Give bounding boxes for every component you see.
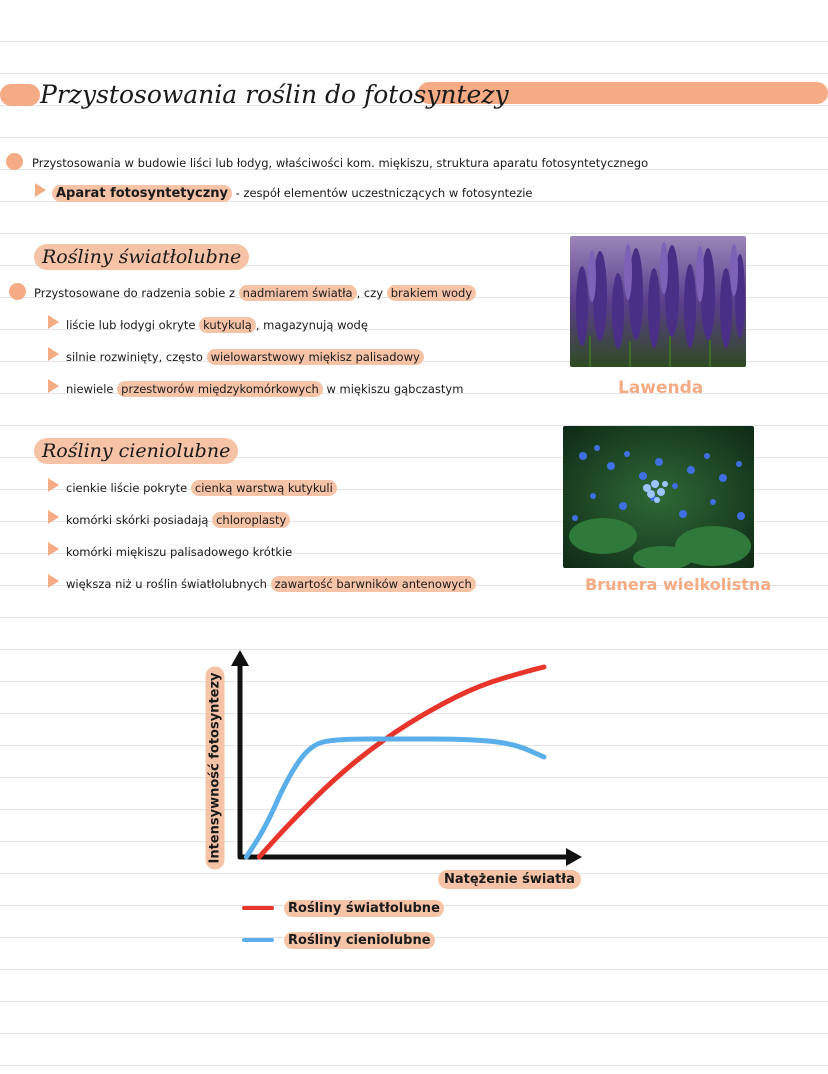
legend-label-light: Rośliny światłolubne bbox=[284, 900, 444, 917]
x-axis-label: Natężenie światła bbox=[438, 870, 581, 889]
shade-bullet-4-text: większa niż u roślin światłolubnych bbox=[66, 577, 267, 591]
y-axis-label: Intensywność fotosyntezy bbox=[206, 666, 225, 869]
lavender-photo bbox=[570, 236, 746, 367]
shade-bullet-1 bbox=[66, 481, 337, 495]
light-bullet-3-highlight: przestworów międzykomórkowych bbox=[117, 381, 323, 397]
y-axis-arrow-icon bbox=[231, 650, 249, 666]
shade-bullet-1-text: cienkie liście pokryte bbox=[66, 481, 188, 495]
shade-bullet-2-highlight: chloroplasty bbox=[212, 512, 290, 528]
section-heading-shade: Rośliny cieniolubne bbox=[34, 438, 238, 464]
light-bullet-1 bbox=[66, 318, 368, 332]
light-bullet-3-text-2: w miękiszu gąbczastym bbox=[326, 382, 464, 396]
bullet-triangle-icon bbox=[48, 574, 59, 588]
bullet-triangle-icon bbox=[48, 510, 59, 524]
x-axis-arrow-icon bbox=[566, 848, 582, 866]
light-bullet-2-text: silnie rozwinięty, często bbox=[66, 350, 203, 364]
series-line-shade bbox=[246, 739, 544, 857]
shade-bullet-4 bbox=[66, 577, 476, 591]
light-bullet-3 bbox=[66, 382, 463, 396]
light-intro bbox=[34, 286, 476, 300]
shade-bullet-4-highlight: zawartość barwników antenowych bbox=[271, 576, 476, 592]
apparatus-definition-text: - zespół elementów uczestniczących w fotosyntezie bbox=[235, 186, 533, 200]
series-line-light bbox=[259, 667, 544, 857]
light-intro-highlight-1: nadmiarem światła bbox=[239, 285, 357, 301]
light-bullet-3-text: niewiele bbox=[66, 382, 114, 396]
brunnera-photo bbox=[563, 426, 754, 568]
section-heading-light: Rośliny światłolubne bbox=[34, 244, 249, 270]
legend-item-light bbox=[242, 898, 444, 918]
light-bullet-1-text-2: , magazynują wodę bbox=[255, 318, 368, 332]
light-bullet-2 bbox=[66, 350, 424, 364]
legend-item-shade bbox=[242, 930, 444, 950]
bullet-triangle-icon bbox=[35, 183, 46, 197]
shade-bullet-1-highlight: cienką warstwą kutykuli bbox=[191, 480, 337, 496]
light-bullet-1-text: liście lub łodygi okryte bbox=[66, 318, 196, 332]
legend bbox=[242, 898, 444, 950]
light-bullet-2-highlight: wielowarstwowy miękisz palisadowy bbox=[207, 349, 424, 365]
light-bullet-1-highlight: kutykulą bbox=[199, 317, 256, 333]
bullet-dot-icon bbox=[6, 153, 23, 170]
shade-bullet-3 bbox=[66, 545, 292, 559]
shade-bullet-3-text: komórki miękiszu palisadowego krótkie bbox=[66, 545, 293, 559]
light-intro-text-2: , czy bbox=[356, 286, 384, 300]
lavender-caption: Lawenda bbox=[618, 378, 704, 398]
intro-line: Przystosowania w budowie liści lub łodyg, właściwości kom. miękiszu, struktura aparatu fotosyntetycznego bbox=[32, 156, 649, 170]
shade-bullet-2-text: komórki skórki posiadają bbox=[66, 513, 209, 527]
legend-swatch-shade bbox=[242, 938, 274, 942]
bullet-triangle-icon bbox=[48, 542, 59, 556]
apparatus-term: Aparat fotosyntetyczny bbox=[52, 185, 232, 202]
bullet-dot-icon bbox=[9, 283, 26, 300]
bullet-triangle-icon bbox=[48, 379, 59, 393]
bullet-triangle-icon bbox=[48, 478, 59, 492]
bullet-triangle-icon bbox=[48, 315, 59, 329]
legend-label-shade: Rośliny cieniolubne bbox=[284, 932, 435, 949]
title-bar-left bbox=[0, 84, 40, 106]
page-title: Przystosowania roślin do fotosyntezy bbox=[40, 80, 509, 109]
apparatus-definition bbox=[52, 186, 533, 201]
brunnera-caption: Brunera wielkolistna bbox=[585, 575, 772, 594]
legend-swatch-light bbox=[242, 906, 274, 910]
light-intro-text: Przystosowane do radzenia sobie z bbox=[34, 286, 235, 300]
shade-bullet-2 bbox=[66, 513, 290, 527]
light-intro-highlight-2: brakiem wody bbox=[387, 285, 476, 301]
bullet-triangle-icon bbox=[48, 347, 59, 361]
